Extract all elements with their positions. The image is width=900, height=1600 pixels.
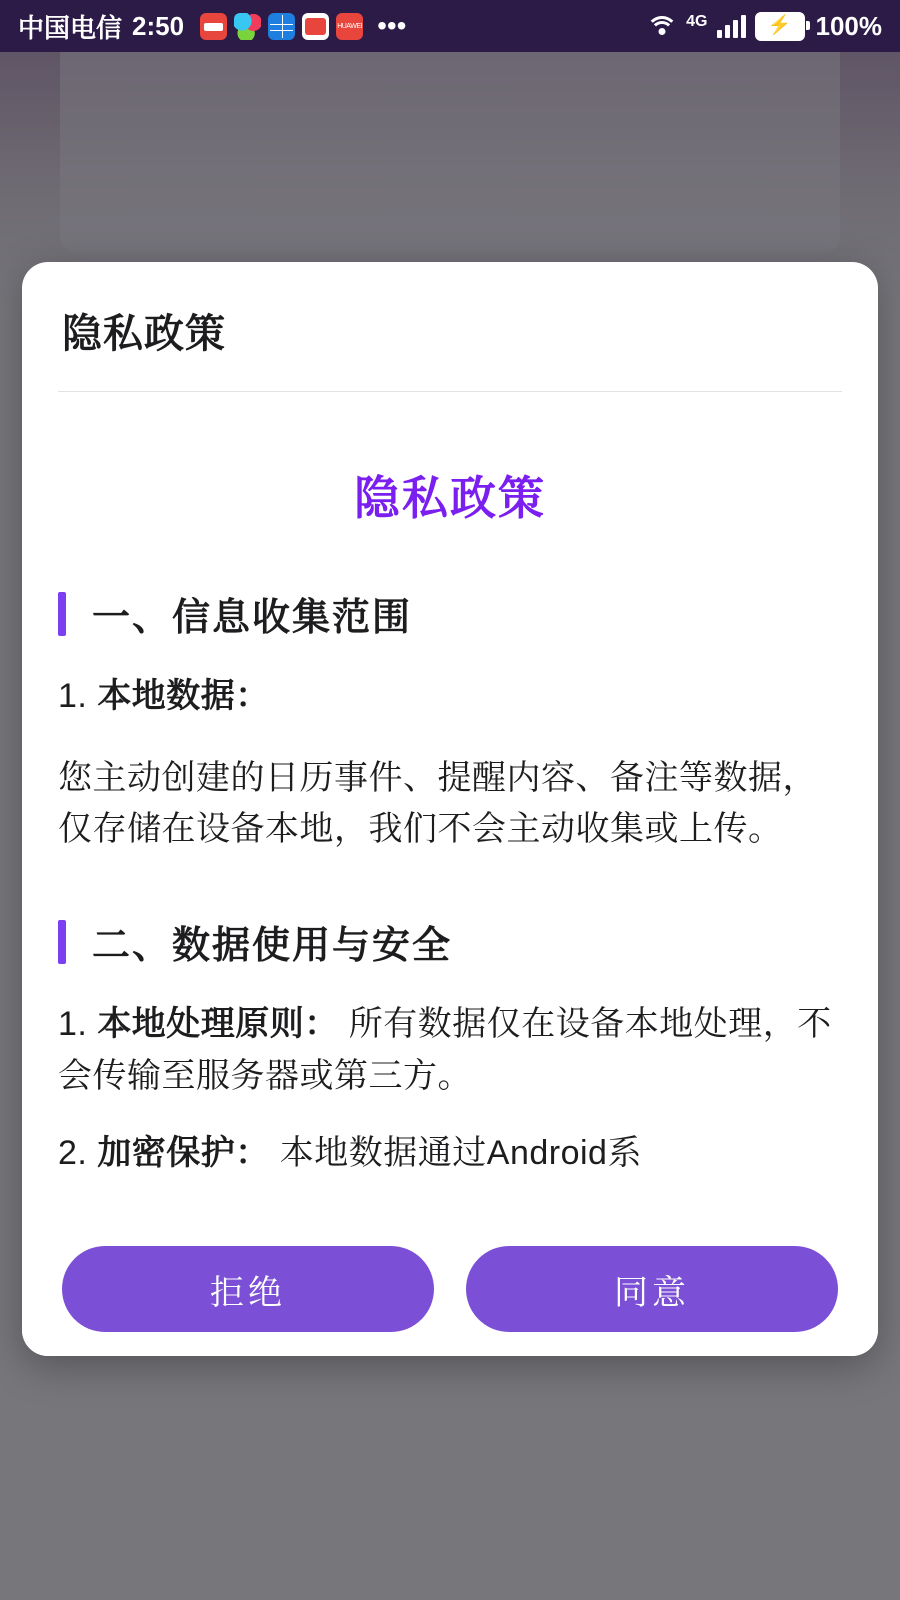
section-2-item-2	[58, 1128, 842, 1180]
network-type-label: 4G	[686, 12, 708, 30]
section-2-item-1-bold: 本地处理原则：	[97, 1005, 339, 1044]
status-bar-left	[18, 8, 406, 45]
carrier-label: 中国电信	[18, 12, 123, 43]
section-2-item-1-text: 所有数据仅在设备本地处理，不会传输至服务器或第三方。	[58, 1005, 832, 1095]
section-1-paragraph: 您主动创建的日历事件、提醒内容、备注等数据，仅存储在设备本地，我们不会主动收集或上传。	[58, 758, 817, 849]
section-2-item-2-number: 2.	[58, 1134, 88, 1173]
section-heading-2-label: 二、数据使用与安全	[92, 925, 453, 968]
section-heading-2	[58, 914, 842, 969]
section-1-item-1-number: 1.	[58, 677, 88, 715]
status-clock: 2:50	[132, 10, 185, 41]
section-2-item-2-text: 本地数据通过Android系	[279, 1134, 642, 1173]
decline-button[interactable]: 拒绝	[62, 1246, 434, 1332]
accept-button[interactable]: 同意	[466, 1246, 838, 1332]
section-2-item-2-bold: 加密保护：	[97, 1134, 270, 1173]
policy-scroll-area[interactable]	[22, 378, 878, 1238]
privacy-policy-dialog	[22, 262, 878, 1356]
section-heading-1-label: 一、信息收集范围	[92, 597, 413, 639]
overflow-dots-icon: •••	[377, 10, 407, 41]
huawei-red-icon	[200, 13, 227, 40]
signal-bars-icon	[717, 14, 746, 38]
wifi-icon	[647, 14, 677, 38]
dialog-title: 隐私政策	[62, 312, 226, 356]
section-2-item-1-number: 1.	[58, 1005, 88, 1044]
section-accent-bar	[58, 592, 66, 636]
battery-percent-label: 100%	[815, 10, 882, 41]
battery-charging-icon: ⚡	[755, 12, 805, 41]
section-heading-1	[58, 586, 842, 641]
huawei-red-icon-2: HUAWEI	[336, 13, 363, 40]
white-red-app-icon	[302, 13, 329, 40]
status-bar-right	[647, 11, 882, 42]
section-2-item-1	[58, 999, 842, 1102]
status-bar	[0, 0, 900, 52]
policy-document-title: 隐私政策	[354, 472, 546, 524]
section-1-item-1-bold: 本地数据：	[97, 677, 270, 715]
notification-icon-group	[200, 13, 363, 40]
browser-globe-icon	[268, 13, 295, 40]
section-accent-bar-2	[58, 920, 66, 964]
background-card	[60, 52, 840, 252]
dialog-actions	[22, 1222, 878, 1356]
multicolor-app-icon	[234, 13, 261, 40]
section-1-item-1	[58, 671, 842, 723]
